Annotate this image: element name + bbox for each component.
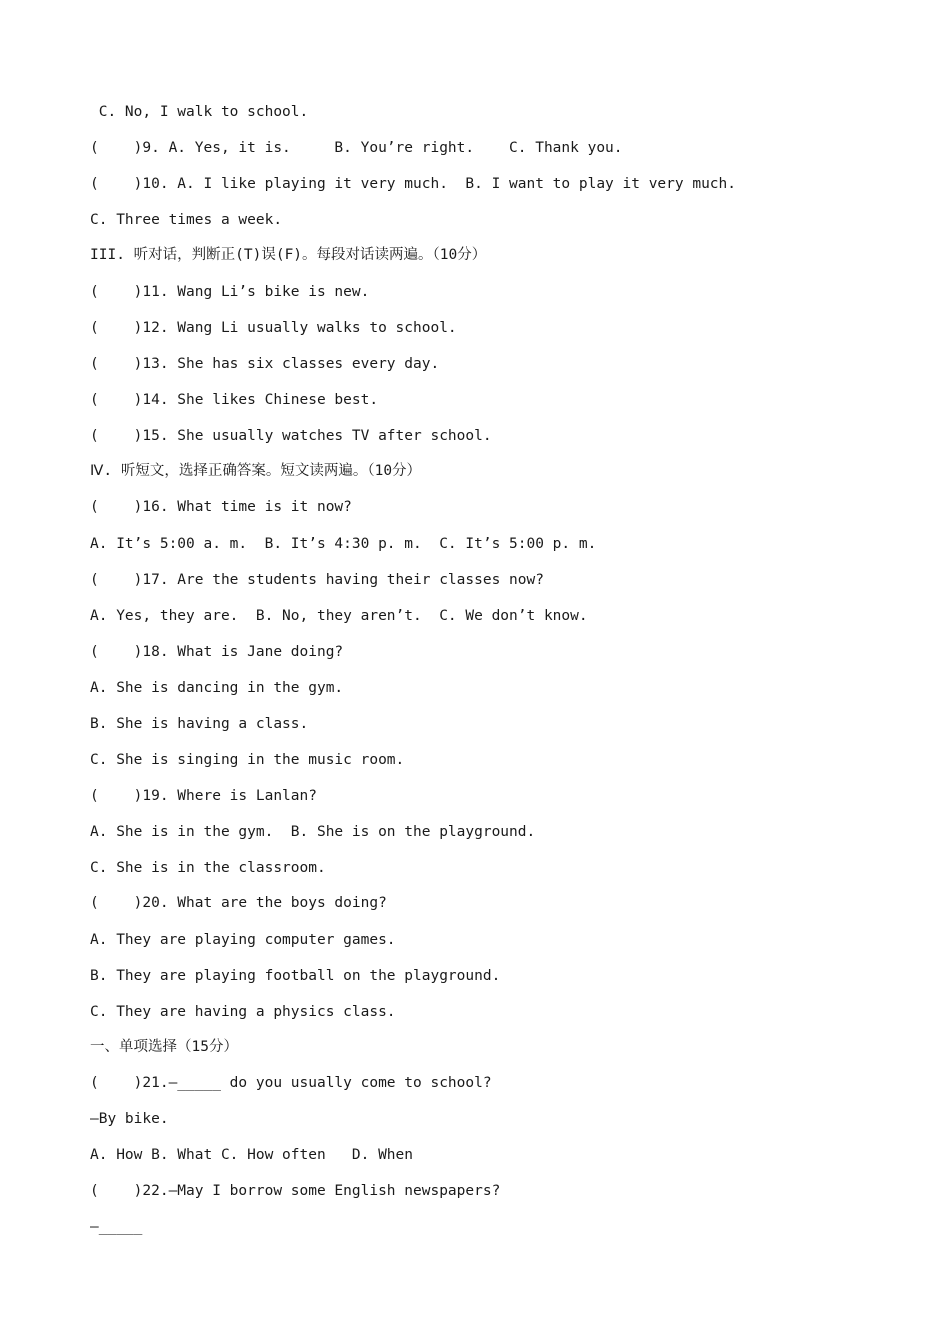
question-17: ( )17. Are the students having their classes now? [90, 572, 544, 588]
answer-option-line: C. She is singing in the music room. [90, 752, 405, 768]
question-9: ( )9. A. Yes, it is. B. You’re right. C. Thank you. [90, 140, 623, 156]
answer-option-line: C. She is in the classroom. [90, 860, 326, 876]
section-heading-single-choice: 一、单项选择（15分） [90, 1039, 238, 1055]
question-12: ( )12. Wang Li usually walks to school. [90, 320, 457, 336]
question-20: ( )20. What are the boys doing? [90, 895, 387, 911]
question-10: ( )10. A. I like playing it very much. B. I want to play it very much. [90, 176, 737, 192]
answer-option-line: A. They are playing computer games. [90, 932, 396, 948]
question-11: ( )11. Wang Li’s bike is new. [90, 284, 370, 300]
question-15: ( )15. She usually watches TV after school. [90, 428, 492, 444]
answer-option-line: A. It’s 5:00 a. m. B. It’s 4:30 p. m. C. It’s 5:00 p. m. [90, 536, 597, 552]
answer-option-line: A. Yes, they are. B. No, they aren’t. C. We don’t know. [90, 608, 588, 624]
question-13: ( )13. She has six classes every day. [90, 356, 440, 372]
answer-option-line: A. She is in the gym. B. She is on the playground. [90, 824, 536, 840]
answer-option-line: B. They are playing football on the playground. [90, 968, 501, 984]
answer-option-line: C. They are having a physics class. [90, 1004, 396, 1020]
dialogue-line: —_____ [90, 1219, 143, 1235]
question-18: ( )18. What is Jane doing? [90, 644, 344, 660]
answer-option-line: C. Three times a week. [90, 212, 283, 228]
question-21: ( )21.—_____ do you usually come to school? [90, 1075, 492, 1091]
question-16: ( )16. What time is it now? [90, 499, 352, 515]
section-heading-iii: III. 听对话，判断正(T)误(F)。每段对话读两遍。（10分） [90, 247, 487, 263]
dialogue-line: —By bike. [90, 1111, 169, 1127]
answer-option-line: A. She is dancing in the gym. [90, 680, 344, 696]
question-19: ( )19. Where is Lanlan? [90, 788, 317, 804]
section-heading-iv: Ⅳ. 听短文，选择正确答案。短文读两遍。（10分） [90, 463, 422, 479]
question-22: ( )22.—May I borrow some English newspapers? [90, 1183, 501, 1199]
answer-option-line: B. She is having a class. [90, 716, 309, 732]
answer-option-line: A. How B. What C. How often D. When [90, 1147, 414, 1163]
question-14: ( )14. She likes Chinese best. [90, 392, 379, 408]
answer-option-line: C. No, I walk to school. [90, 104, 309, 120]
